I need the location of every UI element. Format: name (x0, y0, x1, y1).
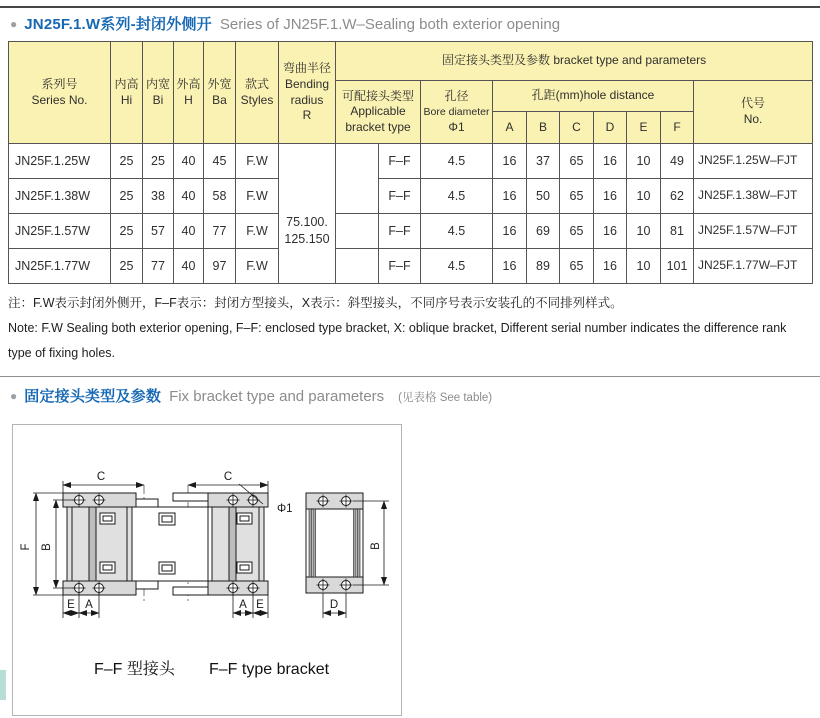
cell-style: F.W (236, 144, 279, 179)
dim-label-phi: Φ1 (277, 503, 293, 515)
table-row (9, 214, 813, 249)
dim-label-c2: C (223, 471, 233, 483)
dim-label-f: F (20, 543, 32, 551)
section1-title-en: Series of JN25F.1.W–Sealing both exterior opening (219, 16, 561, 33)
col-header-h: 外高 H (174, 42, 204, 144)
cell-no: JN25F.1.25W–FJT (694, 144, 813, 179)
dim-label-e1: E (67, 599, 75, 611)
cell-f: 62 (661, 179, 694, 214)
section-divider (0, 376, 820, 377)
section1-title-zh: JN25F.1.W系列-封闭外侧开 (24, 16, 212, 33)
col-header-c: C (560, 112, 594, 144)
col-header-ba: 外宽 Ba (204, 42, 236, 144)
cell-no: JN25F.1.38W–FJT (694, 179, 813, 214)
cell-bore: 4.5 (421, 179, 493, 214)
cell-c: 65 (560, 249, 594, 284)
cell-d: 16 (594, 179, 627, 214)
cell-style: F.W (236, 214, 279, 249)
cell-a: 16 (493, 249, 527, 284)
cell-bi: 57 (143, 214, 174, 249)
cell-series: JN25F.1.25W (9, 144, 111, 179)
cell-a: 16 (493, 179, 527, 214)
cell-d: 16 (594, 144, 627, 179)
table-row (9, 249, 813, 284)
cell-ba: 45 (204, 144, 236, 179)
bullet-icon: ● (10, 17, 18, 31)
cell-b: 50 (527, 179, 560, 214)
section2-header (10, 385, 492, 406)
spec-table (8, 41, 813, 284)
cell-d: 16 (594, 214, 627, 249)
col-header-series: 系列号 Series No. (9, 42, 111, 144)
side-view-bracket (306, 493, 363, 593)
cell-bi: 25 (143, 144, 174, 179)
col-header-hole-distance: 孔距(mm)hole distance (493, 81, 694, 112)
dim-label-a2: A (239, 599, 247, 611)
cell-hi: 25 (111, 144, 143, 179)
cell-hi: 25 (111, 249, 143, 284)
cell-h: 40 (174, 179, 204, 214)
cell-e: 10 (627, 144, 661, 179)
cell-bracket: F–F (379, 144, 421, 179)
col-header-e: E (627, 112, 661, 144)
col-header-bracket-type: 可配接头类型 Applicable bracket type (336, 81, 421, 144)
dim-label-a1: A (85, 599, 93, 611)
col-header-no: 代号 No. (694, 81, 813, 144)
cell-bracket-spacer (336, 214, 379, 249)
notes-block (8, 291, 818, 366)
cell-no: JN25F.1.77W–FJT (694, 249, 813, 284)
left-bracket (63, 493, 136, 595)
table-row (9, 179, 813, 214)
cell-a: 16 (493, 214, 527, 249)
note-line-zh: 注：F.W表示封闭外侧开，F–F表示：封闭方型接头，X表示：斜型接头，不同序号表示安装孔的不同排列样式。 (8, 296, 623, 310)
cell-a: 16 (493, 144, 527, 179)
table-row (9, 144, 813, 179)
dim-label-d: D (329, 599, 339, 611)
section2-aside: (见表格 See table) (398, 392, 493, 404)
cell-c: 65 (560, 214, 594, 249)
cell-b: 69 (527, 214, 560, 249)
cell-series: JN25F.1.77W (9, 249, 111, 284)
col-header-d: D (594, 112, 627, 144)
cell-f: 49 (661, 144, 694, 179)
col-header-b: B (527, 112, 560, 144)
section1-header (10, 13, 560, 34)
cell-style: F.W (236, 249, 279, 284)
col-header-a: A (493, 112, 527, 144)
col-header-styles: 款式 Styles (236, 42, 279, 144)
cell-bracket-spacer (336, 144, 379, 214)
dim-label-b2: B (370, 542, 382, 550)
section2-title-zh: 固定接头类型及参数 (24, 388, 162, 405)
middle-link-section (132, 493, 208, 595)
col-header-f: F (661, 112, 694, 144)
page-edge-artifact (0, 670, 6, 700)
cell-bore: 4.5 (421, 249, 493, 284)
cell-b: 89 (527, 249, 560, 284)
cell-ba: 97 (204, 249, 236, 284)
cell-c: 65 (560, 179, 594, 214)
technical-drawing (13, 425, 401, 713)
cell-ba: 77 (204, 214, 236, 249)
cell-hi: 25 (111, 214, 143, 249)
cell-c: 65 (560, 144, 594, 179)
cell-e: 10 (627, 249, 661, 284)
cell-bracket: F–F (379, 179, 421, 214)
section2-title-en: Fix bracket type and parameters (169, 388, 385, 405)
header-row-1 (9, 42, 813, 81)
bullet-icon: ● (10, 389, 18, 403)
cell-bracket: F–F (379, 214, 421, 249)
col-header-bore: 孔径 Bore diameter Φ1 (421, 81, 493, 144)
col-header-radius: 弯曲半径 Bending radius R (279, 42, 336, 144)
cell-bending-radius: 75.100. 125.150 (279, 144, 336, 284)
cell-bore: 4.5 (421, 144, 493, 179)
cell-ba: 58 (204, 179, 236, 214)
group-header-bracket-params: 固定接头类型及参数 bracket type and parameters (336, 42, 813, 81)
col-header-hi: 内高 Hi (111, 42, 143, 144)
cell-h: 40 (174, 249, 204, 284)
cell-h: 40 (174, 214, 204, 249)
note-line-en-1: Note: F.W Sealing both exterior opening, F–F: enclosed type bracket, X: oblique bracket, Different serial number indicates the difference rank (8, 321, 787, 335)
cell-no: JN25F.1.57W–FJT (694, 214, 813, 249)
cell-bracket-spacer (336, 249, 379, 284)
right-bracket (208, 493, 268, 595)
cell-bi: 77 (143, 249, 174, 284)
drawing-caption: F–F 型接头 F–F type bracket (94, 661, 330, 678)
dim-label-e2: E (256, 599, 264, 611)
note-line-en-2: type of fixing holes. (8, 346, 116, 360)
cell-f: 81 (661, 214, 694, 249)
cell-f: 101 (661, 249, 694, 284)
dim-label-c1: C (96, 471, 106, 483)
dim-label-b1: B (41, 543, 53, 551)
cell-bore: 4.5 (421, 214, 493, 249)
col-header-bi: 内宽 Bi (143, 42, 174, 144)
cell-e: 10 (627, 179, 661, 214)
top-rule (0, 6, 820, 8)
cell-hi: 25 (111, 179, 143, 214)
cell-bracket: F–F (379, 249, 421, 284)
cell-h: 40 (174, 144, 204, 179)
cell-series: JN25F.1.57W (9, 214, 111, 249)
bracket-drawing-panel (12, 424, 402, 716)
cell-bi: 38 (143, 179, 174, 214)
cell-style: F.W (236, 179, 279, 214)
cell-b: 37 (527, 144, 560, 179)
cell-series: JN25F.1.38W (9, 179, 111, 214)
cell-e: 10 (627, 214, 661, 249)
cell-d: 16 (594, 249, 627, 284)
